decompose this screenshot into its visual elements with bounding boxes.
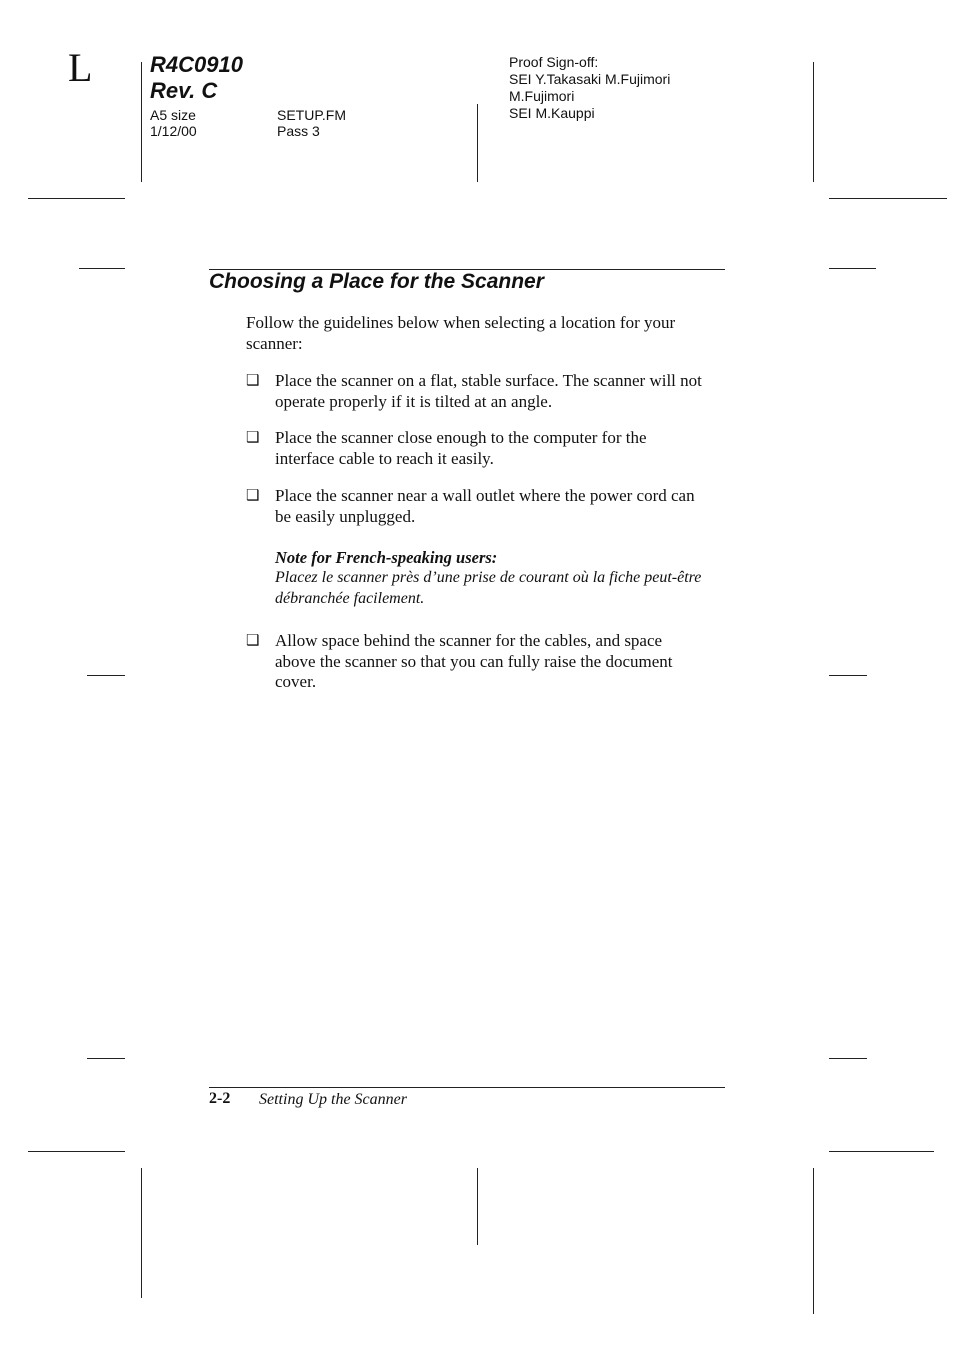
intro-line: scanner: [246,333,303,353]
crop-mark-right-top [829,198,947,199]
bullet-line: interface cable to reach it easily. [275,448,494,468]
bullet-checkbox-icon: ❑ [246,488,260,504]
proof-line: Proof Sign-off: [509,54,599,70]
intro-line: Follow the guidelines below when selecting a location for your [246,313,676,332]
margin-mark-left-1 [79,268,125,269]
bullet-line: above the scanner so that you can fully raise the document [275,651,673,671]
crop-mark-bottom-center [477,1168,478,1245]
french-note [275,548,701,609]
crop-mark-top-center [477,104,478,182]
bullet-item-3 [275,486,695,527]
bullet-line: Place the scanner on a flat, stable surface. The scanner will not [275,371,702,390]
crop-mark-top-right [813,62,814,182]
note-line: débranchée facilement. [275,589,425,607]
proof-line: SEI Y.Takasaki M.Fujimori [509,71,671,87]
intro-paragraph [246,313,675,354]
model-number: R4C0910 [150,52,243,77]
crop-mark-left-top [28,198,125,199]
bullet-line: Place the scanner close enough to the computer for the [275,428,647,447]
bullet-line: cover. [275,672,317,691]
model-revision-block [150,52,243,104]
revision-label: Rev. C [150,78,218,103]
bullet-checkbox-icon: ❑ [246,373,260,389]
crop-mark-bottom-left [141,1168,142,1298]
corner-letter: L [68,45,93,90]
bullet-checkbox-icon: ❑ [246,633,260,649]
margin-mark-right-2 [829,675,867,676]
bullet-item-2 [275,428,647,469]
crop-mark-top-left [141,62,142,182]
paper-size: A5 size [150,107,196,123]
page-number: 2-2 [209,1090,231,1107]
proof-line: M.Fujimori [509,88,575,104]
proof-line: SEI M.Kauppi [509,105,595,121]
margin-mark-right-3 [829,1058,867,1059]
print-date: 1/12/00 [150,123,197,139]
proof-signoff [509,54,670,122]
bullet-line: Allow space behind the scanner for the cables, and space [275,631,663,650]
crop-mark-bottom-right [813,1168,814,1314]
margin-mark-left-2 [87,675,125,676]
crop-mark-left-bottom [28,1151,125,1152]
section-title: Choosing a Place for the Scanner [209,270,544,293]
bullet-line: be easily unplugged. [275,506,416,526]
bullet-item-4 [275,631,672,693]
margin-mark-left-3 [87,1058,125,1059]
crop-mark-right-bottom [829,1151,934,1152]
pass-label: Pass 3 [277,123,320,139]
bullet-line: Place the scanner near a wall outlet where the power cord can [275,486,695,505]
bullet-checkbox-icon: ❑ [246,430,260,446]
footer-rule [209,1087,725,1088]
note-title: Note for French-speaking users: [275,548,498,567]
margin-mark-right-1 [829,268,876,269]
file-name: SETUP.FM [277,107,346,123]
bullet-item-1 [275,371,702,412]
note-line: Placez le scanner près d’une prise de courant où la fiche peut-être [275,569,702,586]
chapter-title: Setting Up the Scanner [259,1091,407,1108]
bullet-line: operate properly if it is tilted at an angle. [275,391,553,411]
